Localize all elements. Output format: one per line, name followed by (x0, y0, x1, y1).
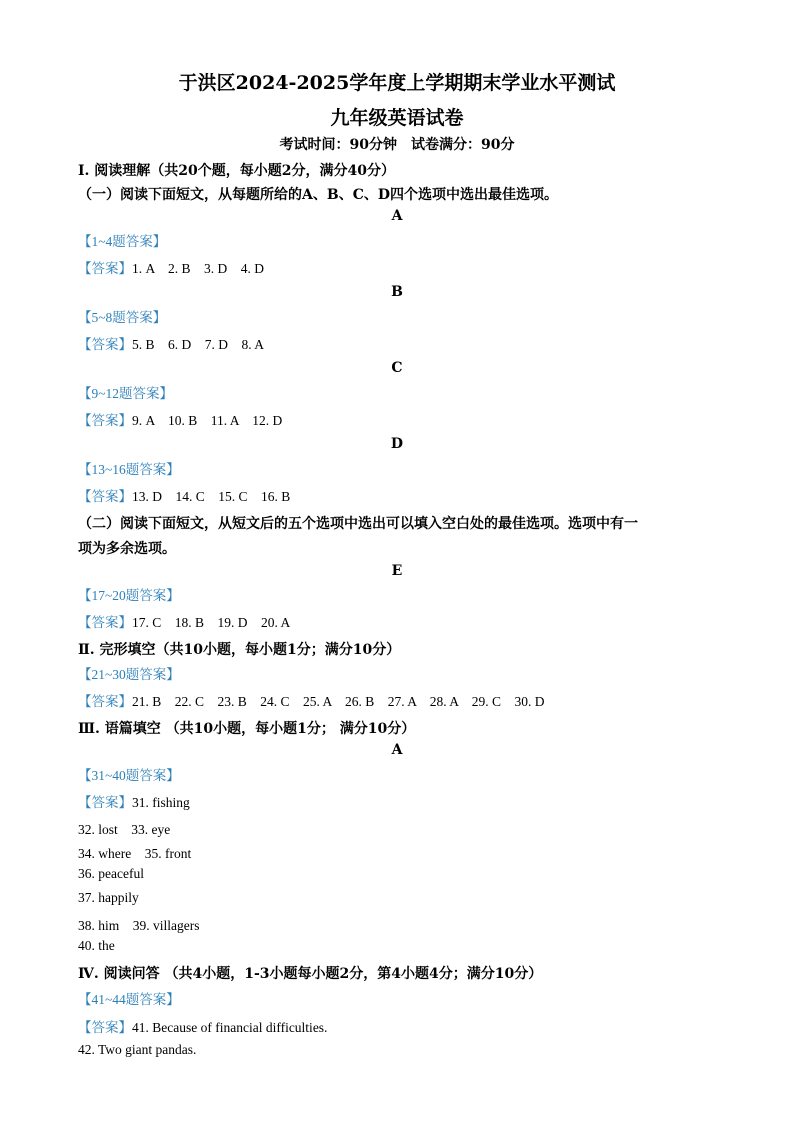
answer-label: 【答案】 (78, 261, 132, 276)
passage-letter-b: B (391, 284, 403, 300)
section-2-title: Ⅱ. 完形填空（共10小题，每小题1分；满分10分） (78, 642, 401, 658)
answer-values: 1. A 2. B 3. D 4. D (132, 261, 265, 276)
answer-label: 【答案】 (78, 337, 132, 352)
answer-values: 5. B 6. D 7. D 8. A (132, 337, 265, 352)
answer-values: 31. fishing (132, 795, 190, 810)
answer-line-34-35: 34. where 35. front (78, 846, 192, 861)
answer-values: 13. D 14. C 15. C 16. B (132, 489, 291, 504)
answer-line-13-16 (78, 485, 290, 505)
answer-line-21-30 (78, 690, 545, 710)
exam-info: 考试时间：90分钟 试卷满分：90分 (279, 137, 515, 153)
answer-tag-13-16: 【13~16题答案】 (78, 462, 180, 477)
answer-label: 【答案】 (78, 1020, 132, 1035)
section-3-title: Ⅲ. 语篇填空 （共10小题，每小题1分； 满分10分） (78, 721, 416, 737)
passage-letter-a: A (391, 208, 403, 224)
answer-line-41 (78, 1016, 327, 1036)
answer-tag-1-4: 【1~4题答案】 (78, 234, 167, 249)
answer-values: 17. C 18. B 19. D 20. A (132, 615, 291, 630)
answer-values: 41. Because of financial difficulties. (132, 1020, 328, 1035)
answer-line-17-20 (78, 611, 290, 631)
section-1-title: Ⅰ. 阅读理解（共20个题，每小题2分，满分40分） (78, 163, 396, 179)
answer-line-31 (78, 791, 190, 811)
answer-line-40: 40. the (78, 938, 115, 953)
answer-line-5-8 (78, 333, 264, 353)
answer-tag-21-30: 【21~30题答案】 (78, 667, 180, 682)
answer-line-32-33: 32. lost 33. eye (78, 822, 171, 837)
answer-values: 21. B 22. C 23. B 24. C 25. A 26. B 27. A 28. A 29. C 30. D (132, 694, 545, 709)
answer-tag-9-12: 【9~12题答案】 (78, 386, 174, 401)
section-4-title: Ⅳ. 阅读问答 （共4小题，1-3小题每小题2分，第4小题4分；满分10分） (78, 966, 543, 982)
answer-label: 【答案】 (78, 489, 132, 504)
exam-subtitle: 九年级英语试卷 (330, 107, 464, 129)
answer-line-37: 37. happily (78, 890, 139, 905)
section-1-part2-instruction-line2: 项为多余选项。 (78, 541, 176, 557)
answer-label: 【答案】 (78, 615, 132, 630)
exam-title: 于洪区2024-2025学年度上学期期末学业水平测试 (178, 72, 616, 94)
answer-label: 【答案】 (78, 694, 132, 709)
answer-line-1-4 (78, 257, 264, 277)
answer-line-42: 42. Two giant pandas. (78, 1042, 197, 1057)
passage-letter-e: E (391, 563, 403, 579)
passage-letter-c: C (391, 360, 403, 376)
answer-label: 【答案】 (78, 795, 132, 810)
answer-tag-41-44: 【41~44题答案】 (78, 992, 180, 1007)
answer-values: 9. A 10. B 11. A 12. D (132, 413, 283, 428)
answer-line-36: 36. peaceful (78, 866, 144, 881)
answer-label: 【答案】 (78, 413, 132, 428)
section-1-part2-instruction-line1: （二）阅读下面短文，从短文后的五个选项中选出可以填入空白处的最佳选项。选项中有一 (78, 516, 638, 532)
answer-tag-31-40: 【31~40题答案】 (78, 768, 180, 783)
passage-letter-a-section-3: A (391, 742, 403, 758)
answer-line-9-12 (78, 409, 282, 429)
answer-tag-5-8: 【5~8题答案】 (78, 310, 167, 325)
answer-tag-17-20: 【17~20题答案】 (78, 588, 180, 603)
section-1-part1-instruction: （一）阅读下面短文，从每题所给的A、B、C、D四个选项中选出最佳选项。 (78, 187, 558, 203)
answer-line-38-39: 38. him 39. villagers (78, 918, 200, 933)
passage-letter-d: D (390, 436, 404, 452)
